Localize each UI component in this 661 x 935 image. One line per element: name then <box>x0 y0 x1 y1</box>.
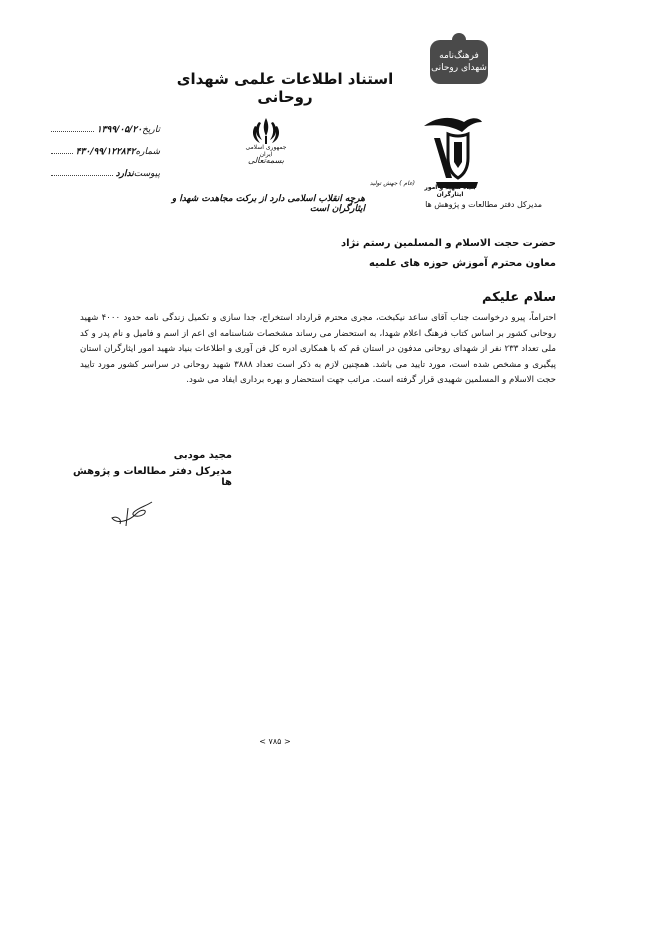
number-dots <box>51 146 73 154</box>
attachment-value: ندارد <box>115 169 134 179</box>
date-label: تاریخ <box>142 125 160 135</box>
date-dots <box>51 124 94 132</box>
date-row <box>48 124 160 135</box>
attachment-row <box>48 168 160 179</box>
logo-line-1: فرهنگ‌نامه <box>439 51 479 61</box>
document-title: استناد اطلاعات علمی شهدای روحانی <box>176 70 394 106</box>
sender-office: مدیرکل دفتر مطالعات و پژوهش ها <box>425 200 542 209</box>
number-value: ۴۳۰/۹۹/۱۲۲۸۴۲ <box>75 147 136 157</box>
emblem-caption: جمهوری اسلامی ایران <box>245 144 287 158</box>
salutation: سلام علیکم <box>482 290 556 305</box>
date-value: ۱۳۹۹/۰۵/۲۰ <box>96 125 143 135</box>
logo-line-2: شهدای روحانی <box>431 63 487 73</box>
basmala: بسمه‌تعالی <box>248 156 284 165</box>
martyr-foundation-logo-icon <box>418 112 484 194</box>
recipient-name: حضرت حجت الاسلام و المسلمین رستم نژاد <box>340 238 556 249</box>
number-label: شماره <box>135 147 160 157</box>
signatory-title: مدیرکل دفتر مطالعات و پژوهش ها <box>73 466 232 488</box>
attachment-dots <box>51 168 113 176</box>
signatory-name: مجید مودبی <box>173 450 232 461</box>
handwritten-signature-icon <box>108 496 158 528</box>
page-number: < ۷۸۵ > <box>259 737 291 746</box>
year-motto: (عام ) جهش تولید <box>369 180 415 187</box>
letter-body: احتراماً، پیرو درخواست جناب آقای ساعد نیکبخت، مجری محترم قرارداد استخراج، جدا سازی و تکمیل زندگی نامه حدود ۴۰۰۰ شهید روحانی کشور بر اساس کتاب فرهنگ اعلام شهدا، به استحضار می رساند مشخصات شناسنامه ای اعم از اسم و فامیل و نام پدر و کد ملی تعداد ۲۳۳ نفر از شهدای روحانی مدفون در استان قم که با همکاری ادره کل فن آوری و اطلاعات بنیاد شهید امور ایثارگران استان پیگیری و مشخص شده است، مورد تایید می باشد. همچنین لازم به ذکر است تعداد ۳۸۸۸ شهید روحانی در سراسر کشور مورد تایید حجت الاسلام و المسلمین شهیدی قرار گرفته است. مراتب جهت استحضار و بهره برداری ایفاد می شود. <box>80 313 557 385</box>
attachment-label: پیوست <box>133 169 160 179</box>
number-row <box>48 146 160 157</box>
imam-quote: هرچه انقلاب اسلامی دارد از برکت مجاهدت شهدا و ایثارگران است <box>171 194 365 214</box>
encyclopedia-logo <box>430 40 488 84</box>
recipient-title: معاون محترم آموزش حوزه های علمیه <box>369 258 556 269</box>
foundation-caption: بنیاد شهید و امور ایثارگران <box>424 184 476 198</box>
